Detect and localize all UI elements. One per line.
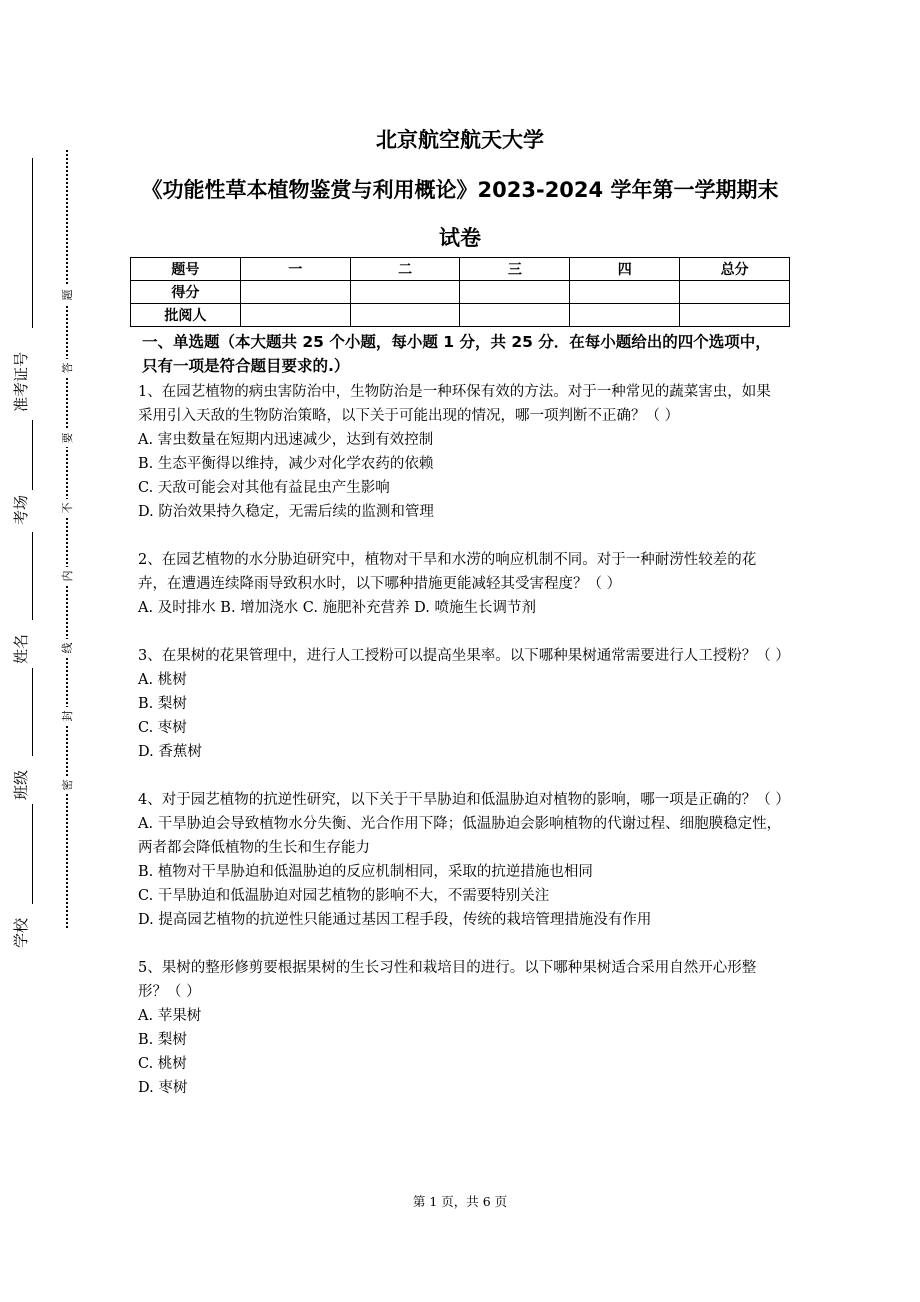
table-cell: 二 bbox=[350, 258, 460, 281]
seal-char: 线 bbox=[59, 639, 75, 657]
seal-char: 题 bbox=[59, 286, 75, 304]
question-stem: 3、在果树的花果管理中，进行人工授粉可以提高坐果率。以下哪种果树通常需要进行人工授粉？（ ） bbox=[138, 648, 790, 664]
exam-title-line2: 试卷 bbox=[439, 226, 481, 250]
table-cell: 一 bbox=[240, 258, 350, 281]
class-line bbox=[32, 668, 33, 756]
table-cell: 题号 bbox=[131, 258, 241, 281]
option: D. 香蕉树 bbox=[138, 744, 202, 760]
option: C. 桃树 bbox=[138, 1056, 187, 1072]
option: B. 生态平衡得以维持，减少对化学农药的依赖 bbox=[138, 456, 434, 472]
question-stem: 4、对于园艺植物的抗逆性研究，以下关于干旱胁迫和低温胁迫对植物的影响，哪一项是正确的？（ ） bbox=[138, 792, 790, 808]
grader-input-cell bbox=[570, 304, 680, 327]
score-table bbox=[130, 257, 790, 327]
seal-char: 封 bbox=[59, 707, 75, 725]
table-cell: 四 bbox=[570, 258, 680, 281]
score-table-header-row bbox=[131, 258, 790, 281]
option: B. 梨树 bbox=[138, 1032, 187, 1048]
option: B. 梨树 bbox=[138, 696, 187, 712]
question-stem: 2、在园艺植物的水分胁迫研究中，植物对干旱和水涝的响应机制不同。对于一种耐涝性较差的花卉，在遭遇连续降雨导致积水时，以下哪种措施更能减轻其受害程度？（ ） bbox=[138, 552, 757, 592]
ticket-line bbox=[32, 158, 33, 328]
score-input-cell bbox=[350, 281, 460, 304]
score-input-cell bbox=[460, 281, 570, 304]
option: D. 枣树 bbox=[138, 1080, 188, 1096]
table-cell: 总分 bbox=[680, 258, 790, 281]
table-cell: 三 bbox=[460, 258, 570, 281]
question bbox=[138, 548, 784, 620]
options-inline: A. 及时排水 B. 增加浇水 C. 施肥补充营养 D. 喷施生长调节剂 bbox=[138, 600, 537, 616]
score-input-cell bbox=[240, 281, 350, 304]
school-line bbox=[32, 804, 33, 904]
grader-input-cell bbox=[350, 304, 460, 327]
grader-input-cell bbox=[240, 304, 350, 327]
score-row bbox=[131, 281, 790, 304]
grader-row bbox=[131, 304, 790, 327]
option: B. 植物对干旱胁迫和低温胁迫的反应机制相同，采取的抗逆措施也相同 bbox=[138, 864, 593, 880]
option: A. 害虫数量在短期内迅速减少，达到有效控制 bbox=[138, 432, 434, 448]
exam-title-line1: 《功能性草本植物鉴赏与利用概论》2023-2024 学年第一学期期末 bbox=[141, 178, 779, 202]
school-label: 学校 bbox=[12, 917, 30, 948]
question-stem: 5、果树的整形修剪要根据果树的生长习性和栽培目的进行。以下哪种果树适合采用自然开心形整形？（ ） bbox=[138, 960, 757, 1000]
option: A. 苹果树 bbox=[138, 1008, 202, 1024]
exam-room-label: 考场 bbox=[12, 494, 30, 525]
grader-input-cell bbox=[680, 304, 790, 327]
question bbox=[138, 956, 784, 1100]
class-label: 班级 bbox=[12, 769, 30, 800]
grader-input-cell bbox=[460, 304, 570, 327]
university-title: 北京航空航天大学 bbox=[376, 128, 544, 152]
seal-char: 答 bbox=[59, 359, 75, 377]
question bbox=[138, 644, 790, 764]
score-input-cell bbox=[680, 281, 790, 304]
option: A. 桃树 bbox=[138, 672, 187, 688]
table-cell: 批阅人 bbox=[131, 304, 241, 327]
question bbox=[138, 380, 784, 524]
name-line bbox=[32, 532, 33, 620]
question-stem: 1、在园艺植物的病虫害防治中，生物防治是一种环保有效的方法。对于一种常见的蔬菜害虫，如果采用引入天敌的生物防治策略，以下关于可能出现的情况，哪一项判断不正确？（ ） bbox=[138, 384, 771, 424]
table-cell: 得分 bbox=[131, 281, 241, 304]
binding-margin bbox=[0, 0, 80, 1302]
option: D. 提高园艺植物的抗逆性只能通过基因工程手段，传统的栽培管理措施没有作用 bbox=[138, 912, 652, 928]
seal-char: 不 bbox=[59, 499, 75, 517]
name-label: 姓名 bbox=[12, 633, 30, 664]
question bbox=[138, 788, 790, 932]
option: C. 天敌可能会对其他有益昆虫产生影响 bbox=[138, 480, 390, 496]
question-content bbox=[138, 330, 790, 1124]
score-input-cell bbox=[570, 281, 680, 304]
seal-dotted-line bbox=[66, 150, 68, 928]
ticket-label: 准考证号 bbox=[12, 351, 30, 412]
option: D. 防治效果持久稳定，无需后续的监测和管理 bbox=[138, 504, 434, 520]
page-footer: 第 1 页，共 6 页 bbox=[412, 1194, 508, 1209]
option: C. 干旱胁迫和低温胁迫对园艺植物的影响不大，不需要特别关注 bbox=[138, 888, 550, 904]
option: C. 枣树 bbox=[138, 720, 187, 736]
seal-char: 要 bbox=[59, 429, 75, 447]
seal-char: 内 bbox=[59, 567, 75, 585]
section-heading: 一、单选题（本大题共 25 个小题，每小题 1 分，共 25 分．在每小题给出的四个选项中，只有一项是符合题目要求的.） bbox=[142, 333, 771, 375]
seal-char: 密 bbox=[59, 776, 75, 794]
exam-room-line bbox=[32, 420, 33, 490]
option: A. 干旱胁迫会导致植物水分失衡、光合作用下降；低温胁迫会影响植物的代谢过程、细胞膜稳定性，两者都会降低植物的生长和生存能力 bbox=[138, 816, 782, 856]
